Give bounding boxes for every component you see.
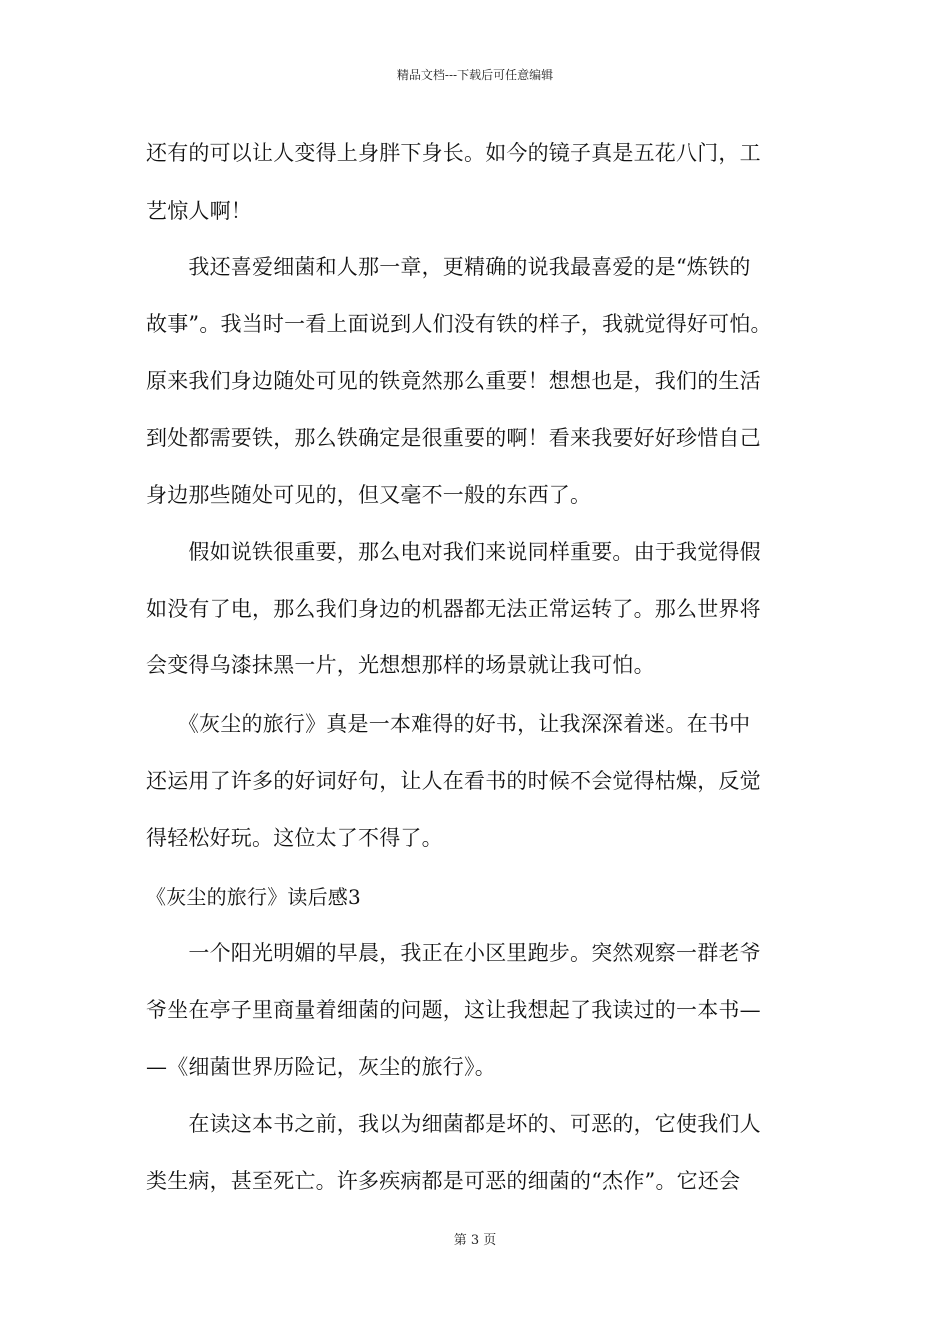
text-line: 故事”。我当时一看上面说到人们没有铁的样子，我就觉得好可怕。 [146,312,772,336]
text-line: 还运用了许多的好词好句，让人在看书的时候不会觉得枯燥，反觉 [146,769,761,793]
page-header: 精品文档---下载后可任意编辑 [396,68,554,82]
text-line: 艺惊人啊！ [146,199,252,223]
text-line: 类生病，甚至死亡。许多疾病都是可恶的细菌的“杰作”。它还会 [146,1169,741,1193]
text-line: 假如说铁很重要，那么电对我们来说同样重要。由于我觉得假 [146,540,761,564]
page-number: 第 3 页 [453,1233,497,1248]
text-line: 爷坐在亭子里商量着细菌的问题，这让我想起了我读过的一本书— [146,998,761,1022]
text-line: 如没有了电，那么我们身边的机器都无法正常运转了。那么世界将 [146,597,761,621]
text-line: 《灰尘的旅行》真是一本难得的好书，让我深深着迷。在书中 [146,712,751,736]
text-line: 到处都需要铁，那么铁确定是很重要的啊！看来我要好好珍惜自己 [146,426,761,450]
text-line: 会变得乌漆抹黑一片，光想想那样的场景就让我可怕。 [146,653,655,677]
text-line: 我还喜爱细菌和人那一章，更精确的说我最喜爱的是“炼铁的 [146,255,751,279]
section-title: 《灰尘的旅行》读后感3 [146,885,361,909]
text-line: 得轻松好玩。这位太了不得了。 [146,826,443,850]
text-line: —《细菌世界历险记，灰尘的旅行》。 [146,1055,496,1079]
text-line: 原来我们身边随处可见的铁竟然那么重要！想想也是，我们的生活 [146,369,761,393]
text-line: 还有的可以让人变得上身胖下身长。如今的镜子真是五花八门，工 [146,141,761,165]
text-line: 一个阳光明媚的早晨，我正在小区里跑步。突然观察一群老爷 [146,941,761,965]
text-line: 在读这本书之前，我以为细菌都是坏的、可恶的，它使我们人 [146,1112,761,1136]
text-line: 身边那些随处可见的，但又毫不一般的东西了。 [146,483,592,507]
